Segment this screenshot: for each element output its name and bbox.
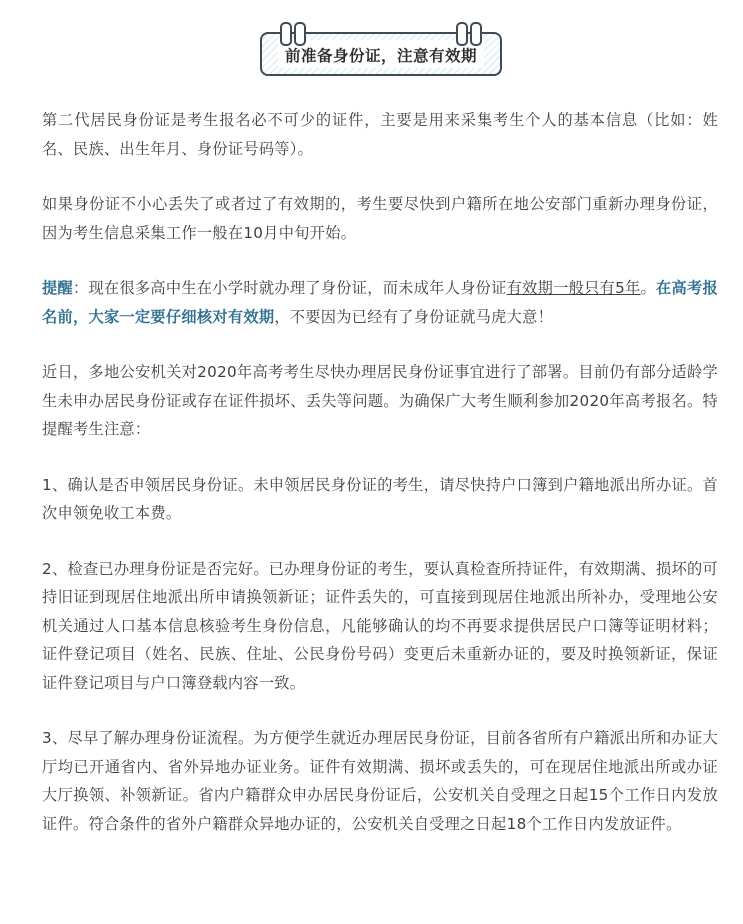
binder-clip-icon — [280, 22, 292, 46]
paragraph-lost-id: 如果身份证不小心丢失了或者过了有效期的，考生要尽快到户籍所在地公安部门重新办理身份证，因为考生信息采集工作一般在10月中旬开始。 — [42, 195, 718, 242]
reminder-label: 提醒 — [42, 279, 73, 297]
binder-clip-icon — [456, 22, 468, 46]
paragraph-item-2: 2、检查已办理身份证是否完好。已办理身份证的考生，要认真检查所持证件，有效期满、损坏的可持旧证到现居住地派出所申请换领新证；证件丢失的，可直接到现居住地派出所补办，受理地公安机关通过人口基本信息核验考生身份信息，凡能够确认的均不再要求提供居民户口簿等证明材料；证件登记项目（姓名、民族、住址、公民身份号码）变更后未重新办证的，要及时换领新证，保证证件登记项目与户口簿登载内容一致。 — [42, 559, 718, 692]
section-banner — [256, 22, 506, 82]
banner-title: 前准备身份证，注意有效期 — [284, 47, 477, 65]
paragraph-id-intro: 第二代居民身份证是考生报名必不可少的证件，主要是用来采集考生个人的基本信息（比如：姓名、民族、出生年月、身份证号码等）。 — [42, 111, 718, 158]
reminder-period: 。 — [640, 279, 657, 297]
reminder-underline: 有效期一般只有5年 — [506, 279, 641, 297]
article-body — [42, 106, 718, 865]
paragraph-item-3: 3、尽早了解办理身份证流程。为方便学生就近办理居民身份证，目前各省所有户籍派出所和办证大厅均已开通省内、省外异地办证业务。证件有效期满、损坏或丢失的，可在现居住地派出所或办证大厅换领、补领新证。省内户籍群众申办居民身份证后，公安机关自受理之日起15个工作日内发放证件。符合条件的省外户籍群众异地办证的，公安机关自受理之日起18个工作日内发放证件。 — [42, 729, 718, 833]
reminder-text: ：现在很多高中生在小学时就办理了身份证，而未成年人身份证 — [72, 279, 507, 297]
reminder-emphasis: 在高考报名前，大家一定要仔细核对有效期 — [42, 279, 718, 326]
paragraph-police-notice: 近日，多地公安机关对2020年高考考生尽快办理居民身份证事宜进行了部署。目前仍有部分适龄学生未申办居民身份证或存在证件损坏、丢失等问题。为确保广大考生顺利参加2020年高考报名。特提醒考生注意： — [42, 363, 718, 438]
paragraph-item-1: 1、确认是否申领居民身份证。未申领居民身份证的考生，请尽快持户口簿到户籍地派出所办证。首次申领免收工本费。 — [42, 475, 718, 522]
binder-clip-icon — [470, 22, 482, 46]
binder-clip-icon — [294, 22, 306, 46]
reminder-tail: ，不要因为已经有了身份证就马虎大意！ — [274, 307, 554, 326]
paragraph-reminder — [42, 274, 718, 331]
